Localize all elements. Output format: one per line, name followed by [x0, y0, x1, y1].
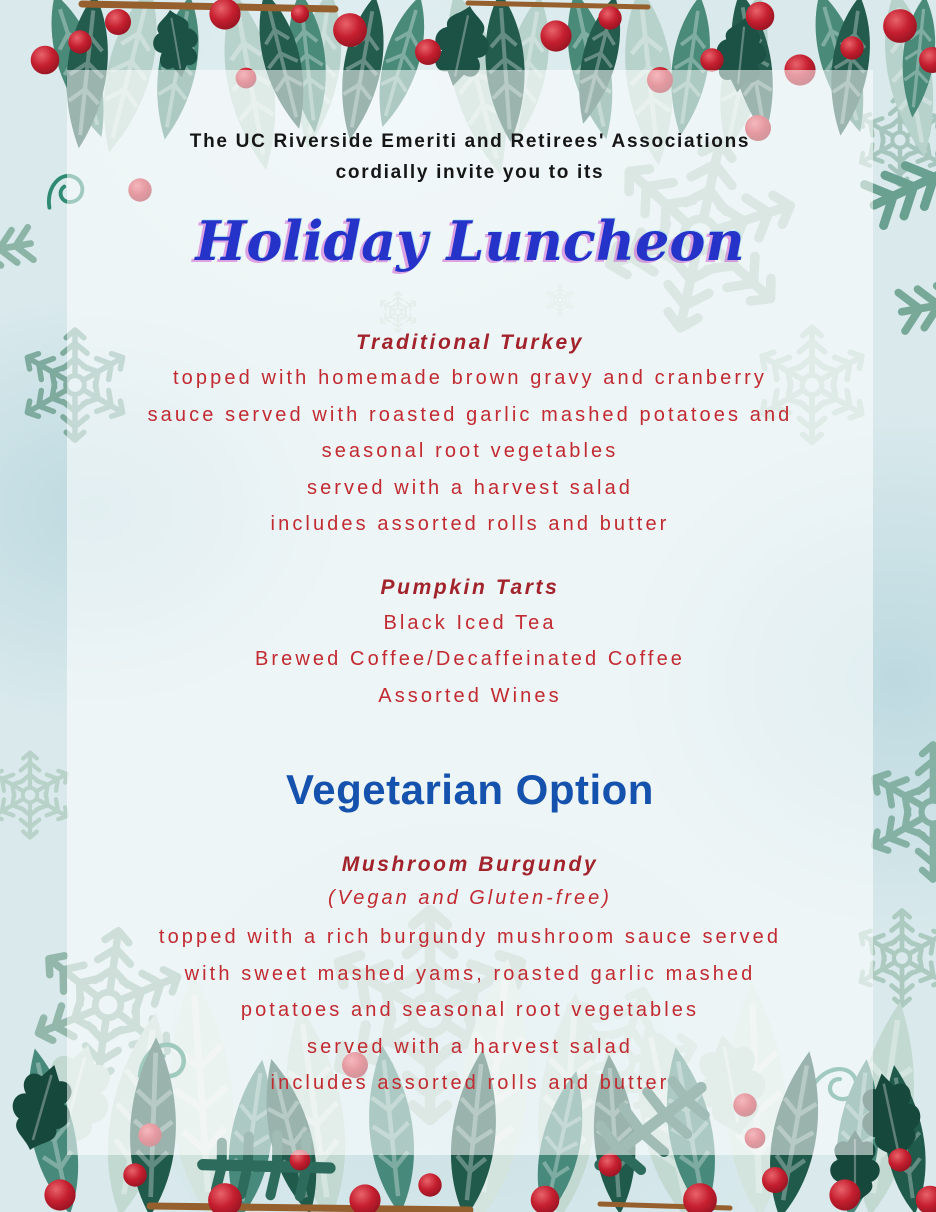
menu-line: topped with a rich burgundy mushroom sauce served [158, 926, 782, 948]
menu-line: topped with homemade brown gravy and cranberry [173, 367, 767, 389]
menu-line: includes assorted rolls and butter [270, 1072, 670, 1094]
beverages-list [67, 605, 873, 715]
menu-line: includes assorted rolls and butter [270, 513, 670, 535]
vegetarian-section-title: Vegetarian Option [286, 766, 654, 813]
vegetarian-description [67, 919, 873, 1102]
event-title: Holiday Luncheon [195, 209, 745, 273]
menu-line: with sweet mashed yams, roasted garlic mashed [184, 962, 756, 985]
snowflake-icon [867, 745, 936, 880]
menu-line: Brewed Coffee/Decaffeinated Coffee [254, 648, 686, 670]
menu-line: sauce served with roasted garlic mashed potatoes and [147, 403, 793, 426]
invitation-line2: cordially invite you to its [335, 162, 605, 183]
turkey-description [67, 360, 873, 543]
menu-line: potatoes and seasonal root vegetables [240, 999, 700, 1021]
twig [150, 1206, 470, 1210]
fir-twig-icon [898, 280, 936, 331]
menu-line: served with a harvest salad [306, 476, 634, 499]
invitation-line1: The UC Riverside Emeriti and Retirees' Associations [189, 131, 751, 152]
vegetarian-subheading: (Vegan and Gluten-free) [328, 887, 612, 909]
menu-line: seasonal root vegetables [321, 440, 619, 462]
menu-line: Assorted Wines [378, 684, 562, 707]
desserts-heading: Pumpkin Tarts [380, 575, 560, 599]
menu-line: Black Iced Tea [383, 611, 557, 634]
fir-twig-icon [0, 227, 34, 270]
turkey-heading: Traditional Turkey [355, 331, 585, 354]
menu-line: served with a harvest salad [306, 1035, 634, 1058]
snowflake-icon [0, 753, 71, 838]
flyer-content [67, 70, 873, 1102]
invitation-header [67, 126, 873, 188]
vegetarian-heading: Mushroom Burgundy [341, 853, 599, 876]
